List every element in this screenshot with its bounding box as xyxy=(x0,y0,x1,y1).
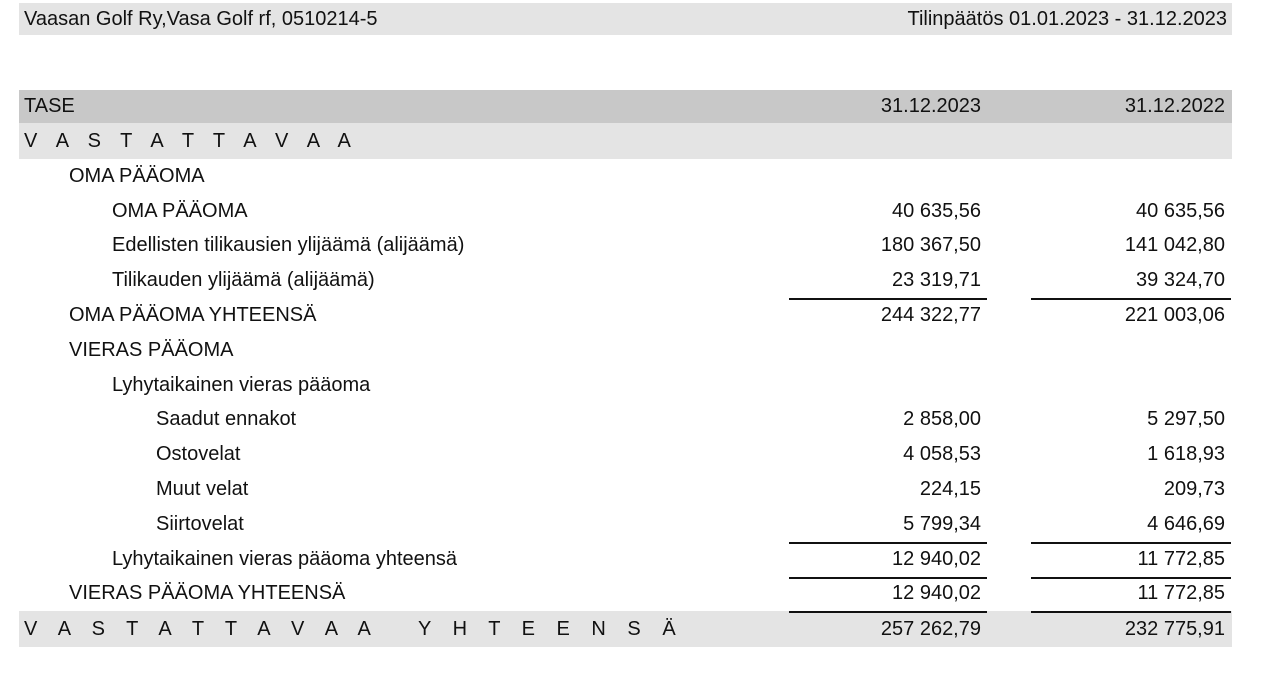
row-label: VIERAS PÄÄOMA xyxy=(69,338,234,361)
value-2022: 5 297,50 xyxy=(1147,408,1225,431)
row-label: Siirtovelat xyxy=(156,512,244,535)
table-row xyxy=(19,472,1232,507)
subtotal-row xyxy=(19,577,1232,612)
table-row xyxy=(19,159,1232,194)
table-header-row xyxy=(19,90,1232,123)
subtotal-row xyxy=(19,298,1232,333)
table-row xyxy=(19,194,1232,229)
table-row xyxy=(19,507,1232,542)
row-label: Lyhytaikainen vieras pääoma yhteensä xyxy=(112,547,458,570)
value-2023: 12 940,02 xyxy=(892,547,981,570)
value-2022: 141 042,80 xyxy=(1124,234,1225,257)
value-2023: 244 322,77 xyxy=(880,304,981,327)
grand-total-label: V A S T A T T A V A A Y H T E E N S Ä xyxy=(24,617,684,640)
row-label: Edellisten tilikausien ylijäämä (alijäämä) xyxy=(112,234,465,257)
value-2022: 4 646,69 xyxy=(1147,512,1225,535)
value-2023: 2 858,00 xyxy=(903,408,981,431)
value-2023: 40 635,56 xyxy=(892,199,981,222)
grand-total-row xyxy=(19,611,1232,647)
row-label: VIERAS PÄÄOMA YHTEENSÄ xyxy=(69,582,346,605)
row-label: Ostovelat xyxy=(156,443,241,466)
value-2023: 5 799,34 xyxy=(903,512,981,535)
row-label: Muut velat xyxy=(156,478,249,501)
table-row xyxy=(19,437,1232,472)
value-2023: 23 319,71 xyxy=(892,269,981,292)
value-2022: 209,73 xyxy=(1163,478,1225,501)
value-2022: 221 003,06 xyxy=(1124,304,1225,327)
value-2023: 180 367,50 xyxy=(880,234,981,257)
value-2023: 4 058,53 xyxy=(903,443,981,466)
row-label: Lyhytaikainen vieras pääoma xyxy=(112,373,371,396)
value-2022: 11 772,85 xyxy=(1137,582,1225,605)
table-row xyxy=(19,333,1232,368)
page-header xyxy=(19,3,1232,35)
value-2022: 1 618,93 xyxy=(1147,443,1225,466)
value-2022: 39 324,70 xyxy=(1136,269,1225,292)
section-header-row xyxy=(19,123,1232,159)
row-label: OMA PÄÄOMA YHTEENSÄ xyxy=(69,304,317,327)
grand-total-2022: 232 775,91 xyxy=(1124,617,1225,640)
row-label: OMA PÄÄOMA xyxy=(112,199,248,222)
row-label: OMA PÄÄOMA xyxy=(69,164,205,187)
table-row xyxy=(19,403,1232,438)
table-row xyxy=(19,368,1232,403)
fiscal-period: Tilinpäätös 01.01.2023 - 31.12.2023 xyxy=(907,8,1227,30)
table-row xyxy=(19,263,1232,298)
table-row xyxy=(19,229,1232,264)
value-2022: 40 635,56 xyxy=(1136,199,1225,222)
company-name: Vaasan Golf Ry,Vasa Golf rf, 0510214-5 xyxy=(24,8,378,30)
row-label: Tilikauden ylijäämä (alijäämä) xyxy=(112,269,375,292)
row-label: Saadut ennakot xyxy=(156,408,297,431)
column-header-2023: 31.12.2023 xyxy=(880,95,981,117)
subtotal-row xyxy=(19,542,1232,577)
table-title: TASE xyxy=(24,95,75,117)
value-2023: 12 940,02 xyxy=(892,582,981,605)
value-2023: 224,15 xyxy=(919,478,981,501)
section-title: V A S T A T T A V A A xyxy=(24,129,358,152)
value-2022: 11 772,85 xyxy=(1137,547,1225,570)
balance-sheet xyxy=(19,90,1232,647)
grand-total-2023: 257 262,79 xyxy=(880,617,981,640)
column-header-2022: 31.12.2022 xyxy=(1124,95,1225,117)
